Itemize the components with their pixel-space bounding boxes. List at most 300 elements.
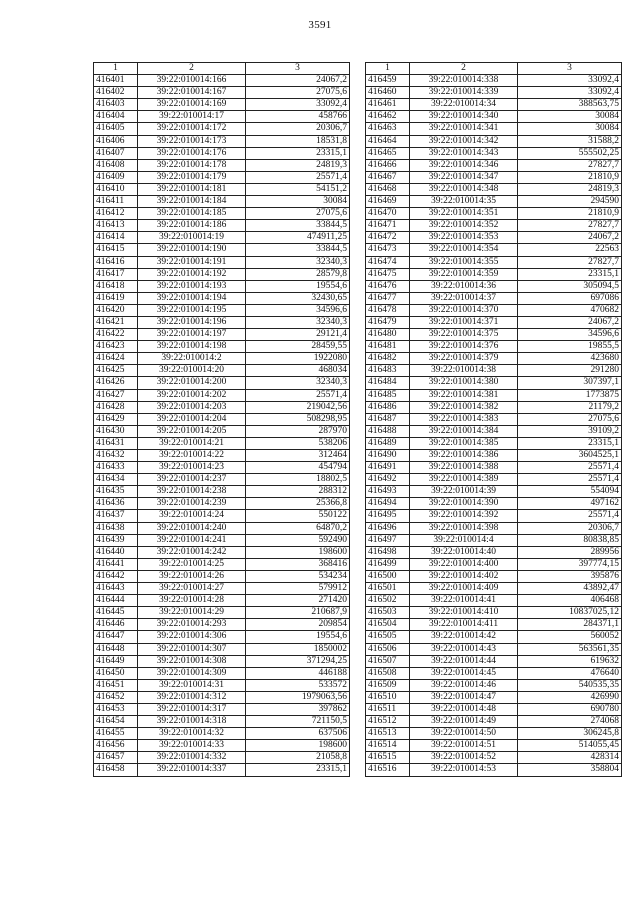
table-row bbox=[94, 522, 350, 534]
cadastral-number-cell: 39:22:010014:50 bbox=[410, 728, 518, 740]
table-row bbox=[94, 413, 350, 425]
value-cell: 27827,7 bbox=[518, 256, 622, 268]
row-number-cell: 416425 bbox=[94, 365, 138, 377]
value-cell: 30084 bbox=[518, 123, 622, 135]
table-row bbox=[94, 764, 350, 776]
row-number-cell: 416411 bbox=[94, 196, 138, 208]
table-row bbox=[366, 292, 622, 304]
table-row bbox=[94, 111, 350, 123]
cadastral-number-cell: 39:22:010014:192 bbox=[138, 268, 246, 280]
value-cell: 619632 bbox=[518, 655, 622, 667]
row-number-cell: 416501 bbox=[366, 583, 410, 595]
value-cell: 497162 bbox=[518, 498, 622, 510]
table-row bbox=[366, 147, 622, 159]
row-number-cell: 416477 bbox=[366, 292, 410, 304]
table-row bbox=[366, 75, 622, 87]
value-cell: 209854 bbox=[246, 619, 350, 631]
value-cell: 25571,4 bbox=[518, 474, 622, 486]
value-cell: 30084 bbox=[246, 196, 350, 208]
table-row bbox=[94, 703, 350, 715]
value-cell: 25571,4 bbox=[518, 462, 622, 474]
left-register-table bbox=[93, 62, 350, 777]
table-row bbox=[366, 619, 622, 631]
value-cell: 20306,7 bbox=[518, 522, 622, 534]
value-cell: 25571,4 bbox=[246, 171, 350, 183]
value-cell: 10837025,12 bbox=[518, 607, 622, 619]
value-cell: 24819,3 bbox=[246, 159, 350, 171]
cadastral-number-cell: 39:22:010014:24 bbox=[138, 510, 246, 522]
row-number-cell: 416430 bbox=[94, 425, 138, 437]
row-number-cell: 416474 bbox=[366, 256, 410, 268]
table-row bbox=[366, 256, 622, 268]
value-cell: 1979063,56 bbox=[246, 691, 350, 703]
cadastral-number-cell: 39:22:010014:176 bbox=[138, 147, 246, 159]
value-cell: 198600 bbox=[246, 740, 350, 752]
column-header: 2 bbox=[410, 63, 518, 75]
value-cell: 406468 bbox=[518, 595, 622, 607]
table-row bbox=[366, 679, 622, 691]
value-cell: 550122 bbox=[246, 510, 350, 522]
row-number-cell: 416484 bbox=[366, 377, 410, 389]
cadastral-number-cell: 39:22:010014:375 bbox=[410, 329, 518, 341]
cadastral-number-cell: 39:22:010014:27 bbox=[138, 583, 246, 595]
value-cell: 198600 bbox=[246, 546, 350, 558]
value-cell: 294590 bbox=[518, 196, 622, 208]
table-row bbox=[366, 304, 622, 316]
cadastral-number-cell: 39:22:010014:352 bbox=[410, 220, 518, 232]
table-row bbox=[94, 159, 350, 171]
cadastral-number-cell: 39:22:010014:169 bbox=[138, 99, 246, 111]
value-cell: 287970 bbox=[246, 425, 350, 437]
row-number-cell: 416427 bbox=[94, 389, 138, 401]
cadastral-number-cell: 39:22:010014:353 bbox=[410, 232, 518, 244]
value-cell: 284371,1 bbox=[518, 619, 622, 631]
value-cell: 458766 bbox=[246, 111, 350, 123]
row-number-cell: 416514 bbox=[366, 740, 410, 752]
row-number-cell: 416508 bbox=[366, 667, 410, 679]
value-cell: 468034 bbox=[246, 365, 350, 377]
table-row bbox=[94, 220, 350, 232]
cadastral-number-cell: 39:22:010014:173 bbox=[138, 135, 246, 147]
table-row bbox=[366, 595, 622, 607]
cadastral-number-cell: 39:22:010014:390 bbox=[410, 498, 518, 510]
cadastral-number-cell: 39:22:010014:33 bbox=[138, 740, 246, 752]
table-row bbox=[94, 595, 350, 607]
row-number-cell: 416439 bbox=[94, 534, 138, 546]
row-number-cell: 416460 bbox=[366, 87, 410, 99]
cadastral-number-cell: 39:22:010014:242 bbox=[138, 546, 246, 558]
column-header: 2 bbox=[138, 63, 246, 75]
value-cell: 428314 bbox=[518, 752, 622, 764]
cadastral-number-cell: 39:22:010014:354 bbox=[410, 244, 518, 256]
value-cell: 470682 bbox=[518, 304, 622, 316]
value-cell: 397774,15 bbox=[518, 558, 622, 570]
table-header-row bbox=[366, 63, 622, 75]
left-table-body bbox=[94, 63, 350, 777]
cadastral-number-cell: 39:22:010014:318 bbox=[138, 716, 246, 728]
row-number-cell: 416449 bbox=[94, 655, 138, 667]
table-row bbox=[366, 716, 622, 728]
row-number-cell: 416487 bbox=[366, 413, 410, 425]
value-cell: 19554,6 bbox=[246, 631, 350, 643]
table-row bbox=[366, 401, 622, 413]
row-number-cell: 416499 bbox=[366, 558, 410, 570]
cadastral-number-cell: 39:22:010014:385 bbox=[410, 437, 518, 449]
value-cell: 18802,5 bbox=[246, 474, 350, 486]
value-cell: 27075,6 bbox=[518, 413, 622, 425]
column-header: 1 bbox=[94, 63, 138, 75]
cadastral-number-cell: 39:22:010014:241 bbox=[138, 534, 246, 546]
row-number-cell: 416468 bbox=[366, 183, 410, 195]
table-row bbox=[366, 183, 622, 195]
row-number-cell: 416475 bbox=[366, 268, 410, 280]
cadastral-number-cell: 39:22:010014:45 bbox=[410, 667, 518, 679]
value-cell: 33092,4 bbox=[246, 99, 350, 111]
cadastral-number-cell: 39:22:010014:194 bbox=[138, 292, 246, 304]
column-header: 3 bbox=[246, 63, 350, 75]
table-row bbox=[94, 147, 350, 159]
row-number-cell: 416403 bbox=[94, 99, 138, 111]
row-number-cell: 416415 bbox=[94, 244, 138, 256]
row-number-cell: 416498 bbox=[366, 546, 410, 558]
cadastral-number-cell: 39:22:010014:398 bbox=[410, 522, 518, 534]
table-row bbox=[94, 425, 350, 437]
cadastral-number-cell: 39:22:010014:40 bbox=[410, 546, 518, 558]
value-cell: 23315,1 bbox=[246, 764, 350, 776]
table-row bbox=[94, 474, 350, 486]
cadastral-number-cell: 39:22:010014:21 bbox=[138, 437, 246, 449]
table-row bbox=[94, 304, 350, 316]
value-cell: 27827,7 bbox=[518, 220, 622, 232]
cadastral-number-cell: 39:22:010014:239 bbox=[138, 498, 246, 510]
value-cell: 1922080 bbox=[246, 353, 350, 365]
row-number-cell: 416489 bbox=[366, 437, 410, 449]
value-cell: 28459,55 bbox=[246, 341, 350, 353]
table-row bbox=[94, 607, 350, 619]
table-row bbox=[366, 752, 622, 764]
value-cell: 423680 bbox=[518, 353, 622, 365]
row-number-cell: 416464 bbox=[366, 135, 410, 147]
table-row bbox=[94, 196, 350, 208]
cadastral-number-cell: 39:22:010014:205 bbox=[138, 425, 246, 437]
row-number-cell: 416413 bbox=[94, 220, 138, 232]
table-row bbox=[94, 546, 350, 558]
cadastral-number-cell: 39:22:010014:200 bbox=[138, 377, 246, 389]
table-row bbox=[366, 135, 622, 147]
table-row bbox=[94, 280, 350, 292]
column-header: 1 bbox=[366, 63, 410, 75]
cadastral-number-cell: 39:22:010014:410 bbox=[410, 607, 518, 619]
row-number-cell: 416443 bbox=[94, 583, 138, 595]
row-number-cell: 416502 bbox=[366, 595, 410, 607]
value-cell: 514055,45 bbox=[518, 740, 622, 752]
table-row bbox=[366, 703, 622, 715]
row-number-cell: 416416 bbox=[94, 256, 138, 268]
row-number-cell: 416401 bbox=[94, 75, 138, 87]
value-cell: 397862 bbox=[246, 703, 350, 715]
row-number-cell: 416437 bbox=[94, 510, 138, 522]
row-number-cell: 416493 bbox=[366, 486, 410, 498]
cadastral-number-cell: 39:22:010014:389 bbox=[410, 474, 518, 486]
value-cell: 21058,8 bbox=[246, 752, 350, 764]
table-row bbox=[366, 667, 622, 679]
row-number-cell: 416469 bbox=[366, 196, 410, 208]
row-number-cell: 416472 bbox=[366, 232, 410, 244]
value-cell: 33092,4 bbox=[518, 87, 622, 99]
cadastral-number-cell: 39:22:010014:23 bbox=[138, 462, 246, 474]
cadastral-number-cell: 39:22:010014:340 bbox=[410, 111, 518, 123]
table-row bbox=[366, 437, 622, 449]
table-row bbox=[366, 329, 622, 341]
cadastral-number-cell: 39:22:010014:411 bbox=[410, 619, 518, 631]
value-cell: 690780 bbox=[518, 703, 622, 715]
row-number-cell: 416440 bbox=[94, 546, 138, 558]
table-row bbox=[94, 740, 350, 752]
row-number-cell: 416470 bbox=[366, 208, 410, 220]
value-cell: 554094 bbox=[518, 486, 622, 498]
value-cell: 39109,2 bbox=[518, 425, 622, 437]
table-row bbox=[94, 389, 350, 401]
value-cell: 388563,75 bbox=[518, 99, 622, 111]
cadastral-number-cell: 39:22:010014:196 bbox=[138, 316, 246, 328]
row-number-cell: 416491 bbox=[366, 462, 410, 474]
cadastral-number-cell: 39:22:010014:25 bbox=[138, 558, 246, 570]
row-number-cell: 416510 bbox=[366, 691, 410, 703]
cadastral-number-cell: 39:22:010014:178 bbox=[138, 159, 246, 171]
row-number-cell: 416515 bbox=[366, 752, 410, 764]
value-cell: 32340,3 bbox=[246, 316, 350, 328]
table-row bbox=[366, 583, 622, 595]
row-number-cell: 416492 bbox=[366, 474, 410, 486]
value-cell: 210687,9 bbox=[246, 607, 350, 619]
cadastral-number-cell: 39:22:010014:184 bbox=[138, 196, 246, 208]
table-row bbox=[366, 208, 622, 220]
table-row bbox=[366, 510, 622, 522]
table-row bbox=[366, 232, 622, 244]
row-number-cell: 416458 bbox=[94, 764, 138, 776]
value-cell: 426990 bbox=[518, 691, 622, 703]
row-number-cell: 416505 bbox=[366, 631, 410, 643]
table-row bbox=[366, 316, 622, 328]
value-cell: 579912 bbox=[246, 583, 350, 595]
value-cell: 23315,1 bbox=[246, 147, 350, 159]
cadastral-number-cell: 39:22:010014:32 bbox=[138, 728, 246, 740]
cadastral-number-cell: 39:22:010014:29 bbox=[138, 607, 246, 619]
value-cell: 563561,35 bbox=[518, 643, 622, 655]
value-cell: 358804 bbox=[518, 764, 622, 776]
table-row bbox=[94, 534, 350, 546]
row-number-cell: 416516 bbox=[366, 764, 410, 776]
table-row bbox=[94, 716, 350, 728]
cadastral-number-cell: 39:22:010014:307 bbox=[138, 643, 246, 655]
cadastral-number-cell: 39:22:010014:343 bbox=[410, 147, 518, 159]
row-number-cell: 416483 bbox=[366, 365, 410, 377]
value-cell: 18531,8 bbox=[246, 135, 350, 147]
row-number-cell: 416509 bbox=[366, 679, 410, 691]
table-row bbox=[366, 534, 622, 546]
cadastral-number-cell: 39:22:010014:191 bbox=[138, 256, 246, 268]
row-number-cell: 416408 bbox=[94, 159, 138, 171]
table-row bbox=[366, 389, 622, 401]
cadastral-number-cell: 39:22:010014:43 bbox=[410, 643, 518, 655]
table-row bbox=[366, 425, 622, 437]
cadastral-number-cell: 39:22:010014:376 bbox=[410, 341, 518, 353]
table-row bbox=[366, 268, 622, 280]
table-row bbox=[366, 87, 622, 99]
cadastral-number-cell: 39:22:010014:39 bbox=[410, 486, 518, 498]
row-number-cell: 416452 bbox=[94, 691, 138, 703]
row-number-cell: 416481 bbox=[366, 341, 410, 353]
row-number-cell: 416402 bbox=[94, 87, 138, 99]
cadastral-number-cell: 39:22:010014:31 bbox=[138, 679, 246, 691]
cadastral-number-cell: 39:22:010014:203 bbox=[138, 401, 246, 413]
row-number-cell: 416466 bbox=[366, 159, 410, 171]
cadastral-number-cell: 39:22:010014:195 bbox=[138, 304, 246, 316]
cadastral-number-cell: 39:22:010014:166 bbox=[138, 75, 246, 87]
table-row bbox=[94, 171, 350, 183]
row-number-cell: 416459 bbox=[366, 75, 410, 87]
cadastral-number-cell: 39:22:010014:339 bbox=[410, 87, 518, 99]
value-cell: 474911,25 bbox=[246, 232, 350, 244]
value-cell: 291280 bbox=[518, 365, 622, 377]
value-cell: 24067,2 bbox=[246, 75, 350, 87]
value-cell: 454794 bbox=[246, 462, 350, 474]
row-number-cell: 416412 bbox=[94, 208, 138, 220]
row-number-cell: 416448 bbox=[94, 643, 138, 655]
row-number-cell: 416429 bbox=[94, 413, 138, 425]
table-row bbox=[94, 679, 350, 691]
value-cell: 307397,1 bbox=[518, 377, 622, 389]
row-number-cell: 416435 bbox=[94, 486, 138, 498]
cadastral-number-cell: 39:22:010014:179 bbox=[138, 171, 246, 183]
table-row bbox=[366, 341, 622, 353]
row-number-cell: 416420 bbox=[94, 304, 138, 316]
table-row bbox=[94, 183, 350, 195]
cadastral-number-cell: 39:22:010014:193 bbox=[138, 280, 246, 292]
cadastral-number-cell: 39:22:010014:197 bbox=[138, 329, 246, 341]
value-cell: 288312 bbox=[246, 486, 350, 498]
cadastral-number-cell: 39:22:010014:35 bbox=[410, 196, 518, 208]
right-table-body bbox=[366, 63, 622, 777]
table-row bbox=[94, 87, 350, 99]
cadastral-number-cell: 39:22:010014:20 bbox=[138, 365, 246, 377]
row-number-cell: 416410 bbox=[94, 183, 138, 195]
value-cell: 538206 bbox=[246, 437, 350, 449]
cadastral-number-cell: 39:22:010014:309 bbox=[138, 667, 246, 679]
value-cell: 637506 bbox=[246, 728, 350, 740]
row-number-cell: 416433 bbox=[94, 462, 138, 474]
value-cell: 697086 bbox=[518, 292, 622, 304]
row-number-cell: 416482 bbox=[366, 353, 410, 365]
table-row bbox=[366, 450, 622, 462]
row-number-cell: 416488 bbox=[366, 425, 410, 437]
cadastral-number-cell: 39:22:010014:293 bbox=[138, 619, 246, 631]
table-row bbox=[94, 655, 350, 667]
table-row bbox=[94, 631, 350, 643]
row-number-cell: 416445 bbox=[94, 607, 138, 619]
cadastral-number-cell: 39:22:010014:52 bbox=[410, 752, 518, 764]
row-number-cell: 416454 bbox=[94, 716, 138, 728]
cadastral-number-cell: 39:22:010014:26 bbox=[138, 570, 246, 582]
row-number-cell: 416455 bbox=[94, 728, 138, 740]
table-row bbox=[94, 232, 350, 244]
value-cell: 20306,7 bbox=[246, 123, 350, 135]
cadastral-number-cell: 39:22:010014:317 bbox=[138, 703, 246, 715]
value-cell: 21179,2 bbox=[518, 401, 622, 413]
value-cell: 3604525,1 bbox=[518, 450, 622, 462]
value-cell: 24067,2 bbox=[518, 316, 622, 328]
row-number-cell: 416409 bbox=[94, 171, 138, 183]
table-header-row bbox=[94, 63, 350, 75]
row-number-cell: 416479 bbox=[366, 316, 410, 328]
value-cell: 312464 bbox=[246, 450, 350, 462]
value-cell: 19554,6 bbox=[246, 280, 350, 292]
row-number-cell: 416422 bbox=[94, 329, 138, 341]
value-cell: 27075,6 bbox=[246, 87, 350, 99]
row-number-cell: 416495 bbox=[366, 510, 410, 522]
row-number-cell: 416405 bbox=[94, 123, 138, 135]
value-cell: 27827,7 bbox=[518, 159, 622, 171]
cadastral-number-cell: 39:22:010014:42 bbox=[410, 631, 518, 643]
row-number-cell: 416471 bbox=[366, 220, 410, 232]
cadastral-number-cell: 39:22:010014:28 bbox=[138, 595, 246, 607]
row-number-cell: 416444 bbox=[94, 595, 138, 607]
cadastral-number-cell: 39:22:010014:41 bbox=[410, 595, 518, 607]
table-row bbox=[94, 365, 350, 377]
value-cell: 34596,6 bbox=[246, 304, 350, 316]
cadastral-number-cell: 39:22:010014:53 bbox=[410, 764, 518, 776]
row-number-cell: 416461 bbox=[366, 99, 410, 111]
row-number-cell: 416462 bbox=[366, 111, 410, 123]
cadastral-number-cell: 39:22:010014:2 bbox=[138, 353, 246, 365]
row-number-cell: 416442 bbox=[94, 570, 138, 582]
table-row bbox=[366, 171, 622, 183]
table-row bbox=[366, 522, 622, 534]
row-number-cell: 416414 bbox=[94, 232, 138, 244]
cadastral-number-cell: 39:22:010014:181 bbox=[138, 183, 246, 195]
table-row bbox=[94, 619, 350, 631]
cadastral-number-cell: 39:22:010014:19 bbox=[138, 232, 246, 244]
row-number-cell: 416447 bbox=[94, 631, 138, 643]
table-row bbox=[94, 99, 350, 111]
value-cell: 24067,2 bbox=[518, 232, 622, 244]
row-number-cell: 416473 bbox=[366, 244, 410, 256]
cadastral-number-cell: 39:22:010014:186 bbox=[138, 220, 246, 232]
cadastral-number-cell: 39:22:010014:202 bbox=[138, 389, 246, 401]
row-number-cell: 416424 bbox=[94, 353, 138, 365]
cadastral-number-cell: 39:22:010014:240 bbox=[138, 522, 246, 534]
value-cell: 219042,56 bbox=[246, 401, 350, 413]
cadastral-number-cell: 39:22:010014:338 bbox=[410, 75, 518, 87]
table-row bbox=[366, 196, 622, 208]
value-cell: 29121,4 bbox=[246, 329, 350, 341]
column-header: 3 bbox=[518, 63, 622, 75]
table-row bbox=[366, 655, 622, 667]
value-cell: 25366,8 bbox=[246, 498, 350, 510]
page-number: 3591 bbox=[308, 19, 332, 31]
row-number-cell: 416506 bbox=[366, 643, 410, 655]
table-row bbox=[366, 691, 622, 703]
row-number-cell: 416480 bbox=[366, 329, 410, 341]
table-row bbox=[94, 583, 350, 595]
table-row bbox=[366, 631, 622, 643]
cadastral-number-cell: 39:22:010014:341 bbox=[410, 123, 518, 135]
table-row bbox=[366, 111, 622, 123]
table-row bbox=[94, 691, 350, 703]
value-cell: 22563 bbox=[518, 244, 622, 256]
cadastral-number-cell: 39:22:010014:346 bbox=[410, 159, 518, 171]
cadastral-number-cell: 39:22:010014:38 bbox=[410, 365, 518, 377]
